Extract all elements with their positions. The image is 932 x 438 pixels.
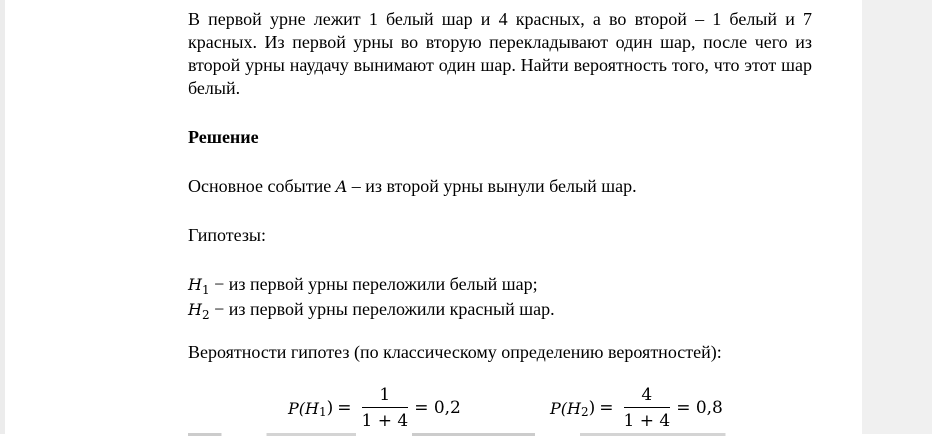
fraction-denominator: 1 + 4 [623, 411, 671, 431]
hypotheses-label: Гипотезы: [188, 225, 267, 245]
formula-subscript: 2 [580, 404, 589, 419]
formula-result: = 0,2 [414, 397, 461, 418]
hypotheses-list [188, 273, 812, 323]
formula-subscript: 1 [318, 404, 327, 419]
event-prefix: Основное событие [188, 176, 336, 196]
event-variable: A [335, 177, 348, 196]
page-left-edge [0, 0, 5, 434]
hypothesis-subscript: 1 [201, 283, 210, 297]
problem-statement: В первой урне лежит 1 белый шар и 4 красных, а во второй – 1 белый и 7 красных. Из первой урны во вторую перекладывают один шар, после чего из второй урны наудачу вынимают один шар. Найти вероятность того, что этот шар белый. [188, 9, 812, 98]
hypothesis-variable: H [188, 275, 202, 294]
main-event-line [188, 175, 812, 198]
hypothesis-2 [188, 298, 812, 323]
equals-sign: = [599, 397, 614, 418]
hypothesis-variable: H [188, 300, 202, 319]
formula-lhs-close: ) [326, 397, 334, 418]
formula-lhs: P(H [550, 398, 581, 418]
hypothesis-text: − из первой урны переложили белый шар; [209, 274, 538, 294]
cut-off-text-line [188, 424, 748, 438]
solution-heading: Решение [188, 127, 259, 147]
hypothesis-1 [188, 273, 812, 298]
page-right-margin [862, 0, 932, 434]
fraction-numerator: 4 [641, 385, 653, 405]
formula-lhs-close: ) [588, 397, 596, 418]
fraction-denominator: 1 + 4 [361, 411, 409, 431]
formula-result: = 0,8 [676, 397, 723, 418]
hypothesis-subscript: 2 [201, 308, 210, 322]
probabilities-label: Вероятности гипотез (по классическому определению вероятностей): [188, 342, 722, 362]
equals-sign: = [337, 397, 352, 418]
fraction-numerator: 1 [379, 385, 391, 405]
document-page [188, 8, 812, 438]
hypothesis-text: − из первой урны переложили красный шар. [209, 299, 555, 319]
formula-lhs: P(H [288, 398, 319, 418]
event-description: – из второй урны вынули белый шар. [347, 176, 637, 196]
